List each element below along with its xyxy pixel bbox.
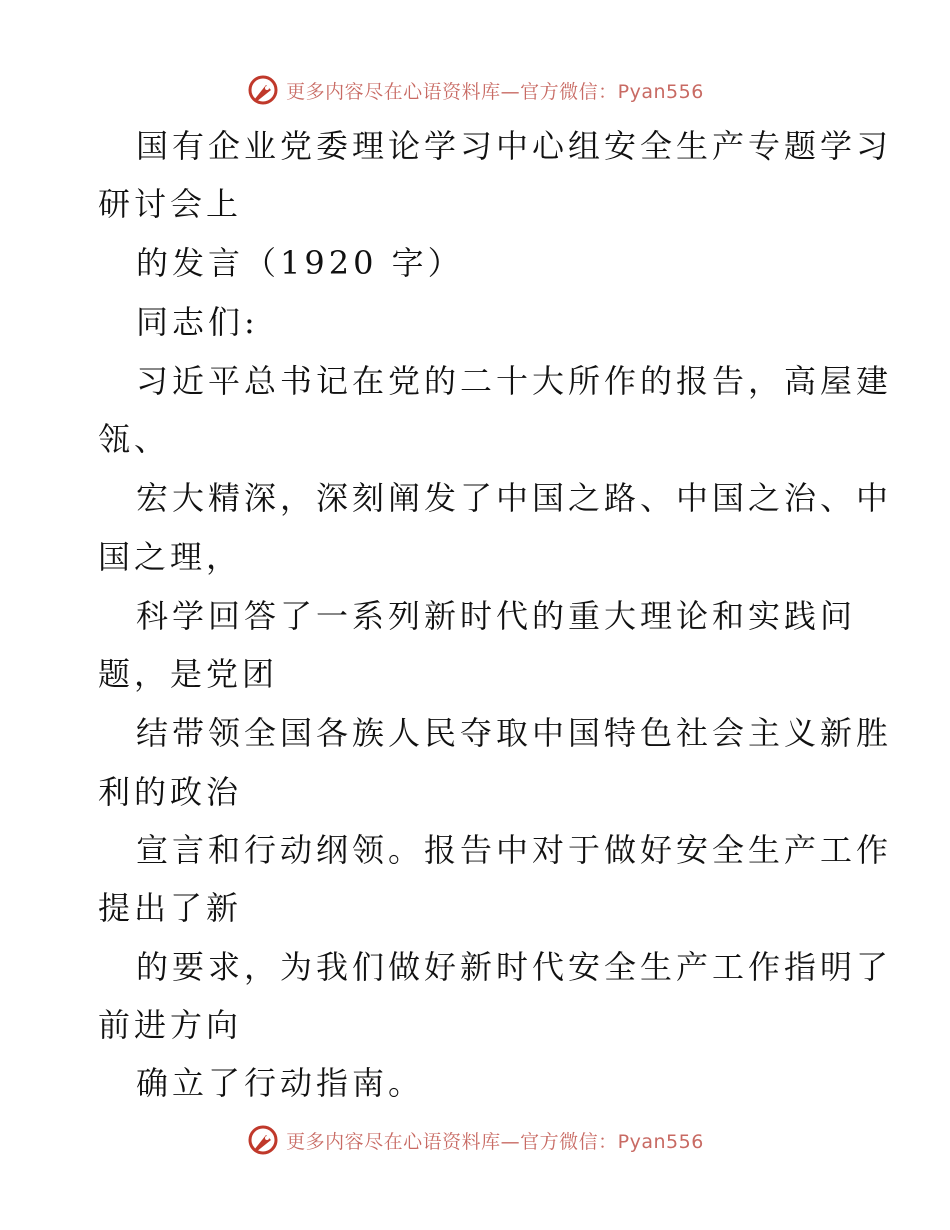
paragraph-line: 宣言和行动纲领。报告中对于做好安全生产工作 (136, 831, 893, 869)
paragraph-line: 确立了行动指南。 (136, 1064, 425, 1102)
paragraph-line: 宏大精深，深刻阐发了中国之路、中国之治、中 (136, 479, 893, 517)
header-banner-text: 更多内容尽在心语资料库—官方微信：Pyan556 (286, 80, 704, 103)
footer-banner (0, 1120, 950, 1160)
title-line-2: 研讨会上 (98, 185, 243, 223)
paragraph-line: 结带领全国各族人民夺取中国特色社会主义新胜 (136, 714, 893, 752)
title-line-1: 国有企业党委理论学习中心组安全生产专题学习 (136, 127, 893, 165)
pen-nib-logo-icon (246, 1123, 280, 1157)
paragraph-line: 习近平总书记在党的二十大所作的报告，高屋建 (136, 362, 893, 400)
title-line-3: 的发言（1920 字） (136, 244, 464, 282)
paragraph-line: 题，是党团 (98, 655, 279, 693)
footer-banner-text: 更多内容尽在心语资料库—官方微信：Pyan556 (286, 1130, 704, 1153)
paragraph-line: 前进方向 (98, 1006, 243, 1044)
paragraph-line: 国之理， (98, 538, 243, 576)
paragraph-line: 的要求，为我们做好新时代安全生产工作指明了 (136, 948, 893, 986)
paragraph-line: 瓴、 (98, 420, 171, 458)
paragraph-line: 提出了新 (98, 889, 243, 927)
salutation: 同志们: (136, 303, 259, 341)
paragraph-line: 利的政治 (98, 773, 243, 811)
paragraph-line: 科学回答了一系列新时代的重大理论和实践问 (136, 597, 857, 635)
